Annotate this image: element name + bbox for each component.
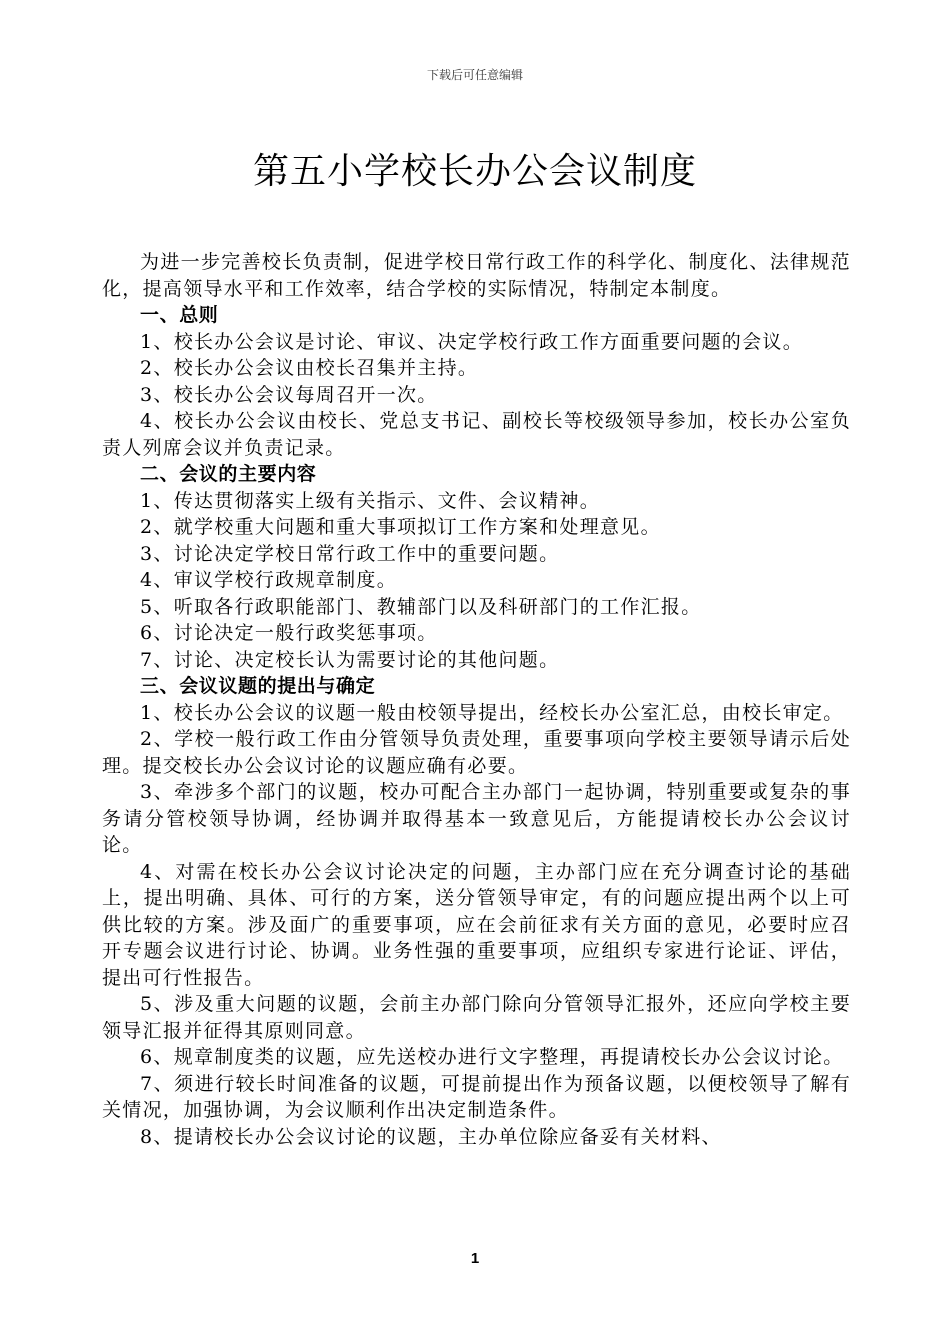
section-heading: 一、总则 xyxy=(140,304,219,326)
body-paragraph: 3、讨论决定学校日常行政工作中的重要问题。 xyxy=(140,542,560,565)
body-paragraph: 6、讨论决定一般行政奖惩事项。 xyxy=(140,622,438,644)
body-paragraph: 为进一步完善校长负责制，促进学校日常行政工作的科学化、制度化、法律规范化，提高领导水平和工作效率，结合学校的实际情况，特制定本制度。 xyxy=(102,251,851,300)
body-paragraph: 3、校长办公会议每周召开一次。 xyxy=(140,383,438,406)
body-paragraph: 4、对需在校长办公会议讨论决定的问题，主办部门应在充分调查讨论的基础上，提出明确、具体、可行的方案，送分管领导审定，有的问题应提出两个以上可供比较的方案。涉及面广的重要事项，应在会前征求有关方面的意见，必要时应召开专题会议进行讨论、协调。业务性强的重要事项，应组织专家进行论证、评估，提出可行性报告。 xyxy=(102,860,851,989)
body-paragraph: 4、审议学校行政规章制度。 xyxy=(140,569,397,591)
section-heading: 二、会议的主要内容 xyxy=(140,463,317,485)
body-paragraph: 7、讨论、决定校长认为需要讨论的其他问题。 xyxy=(140,648,560,671)
header-note: 下载后可任意编辑 xyxy=(426,68,523,82)
body-paragraph: 3、牵涉多个部门的议题，校办可配合主办部门一起协调，特别重要或复杂的事务请分管校领导协调，经协调并取得基本一致意见后，方能提请校长办公会议讨论。 xyxy=(102,781,851,856)
body-paragraph: 5、涉及重大问题的议题，会前主办部门除向分管领导汇报外，还应向学校主要领导汇报并征得其原则同意。 xyxy=(102,993,851,1042)
document-body xyxy=(102,249,851,1150)
body-paragraph: 1、校长办公会议的议题一般由校领导提出，经校长办公室汇总，由校长审定。 xyxy=(140,701,844,724)
page-number: 1 xyxy=(470,1250,480,1267)
body-paragraph: 1、校长办公会议是讨论、审议、决定学校行政工作方面重要问题的会议。 xyxy=(140,330,803,353)
document-title: 第五小学校长办公会议制度 xyxy=(252,151,697,192)
body-paragraph: 7、须进行较长时间准备的议题，可提前提出作为预备议题，以便校领导了解有关情况，加强协调，为会议顺利作出决定制造条件。 xyxy=(102,1072,851,1121)
body-paragraph: 1、传达贯彻落实上级有关指示、文件、会议精神。 xyxy=(140,489,600,512)
body-paragraph: 2、就学校重大问题和重大事项拟订工作方案和处理意见。 xyxy=(140,516,661,538)
body-paragraph: 4、校长办公会议由校长、党总支书记、副校长等校级领导参加，校长办公室负责人列席会议并负责记录。 xyxy=(102,410,851,459)
body-paragraph: 6、规章制度类的议题，应先送校办进行文字整理，再提请校长办公会议讨论。 xyxy=(140,1046,844,1068)
body-paragraph: 2、学校一般行政工作由分管领导负责处理，重要事项向学校主要领导请示后处理。提交校长办公会议讨论的议题应确有必要。 xyxy=(102,728,851,777)
body-paragraph: 5、听取各行政职能部门、教辅部门以及科研部门的工作汇报。 xyxy=(140,595,702,618)
body-paragraph: 8、提请校长办公会议讨论的议题，主办单位除应备妥有关材料、 xyxy=(140,1125,722,1148)
body-paragraph: 2、校长办公会议由校长召集并主持。 xyxy=(140,357,479,379)
section-heading: 三、会议议题的提出与确定 xyxy=(140,675,376,697)
